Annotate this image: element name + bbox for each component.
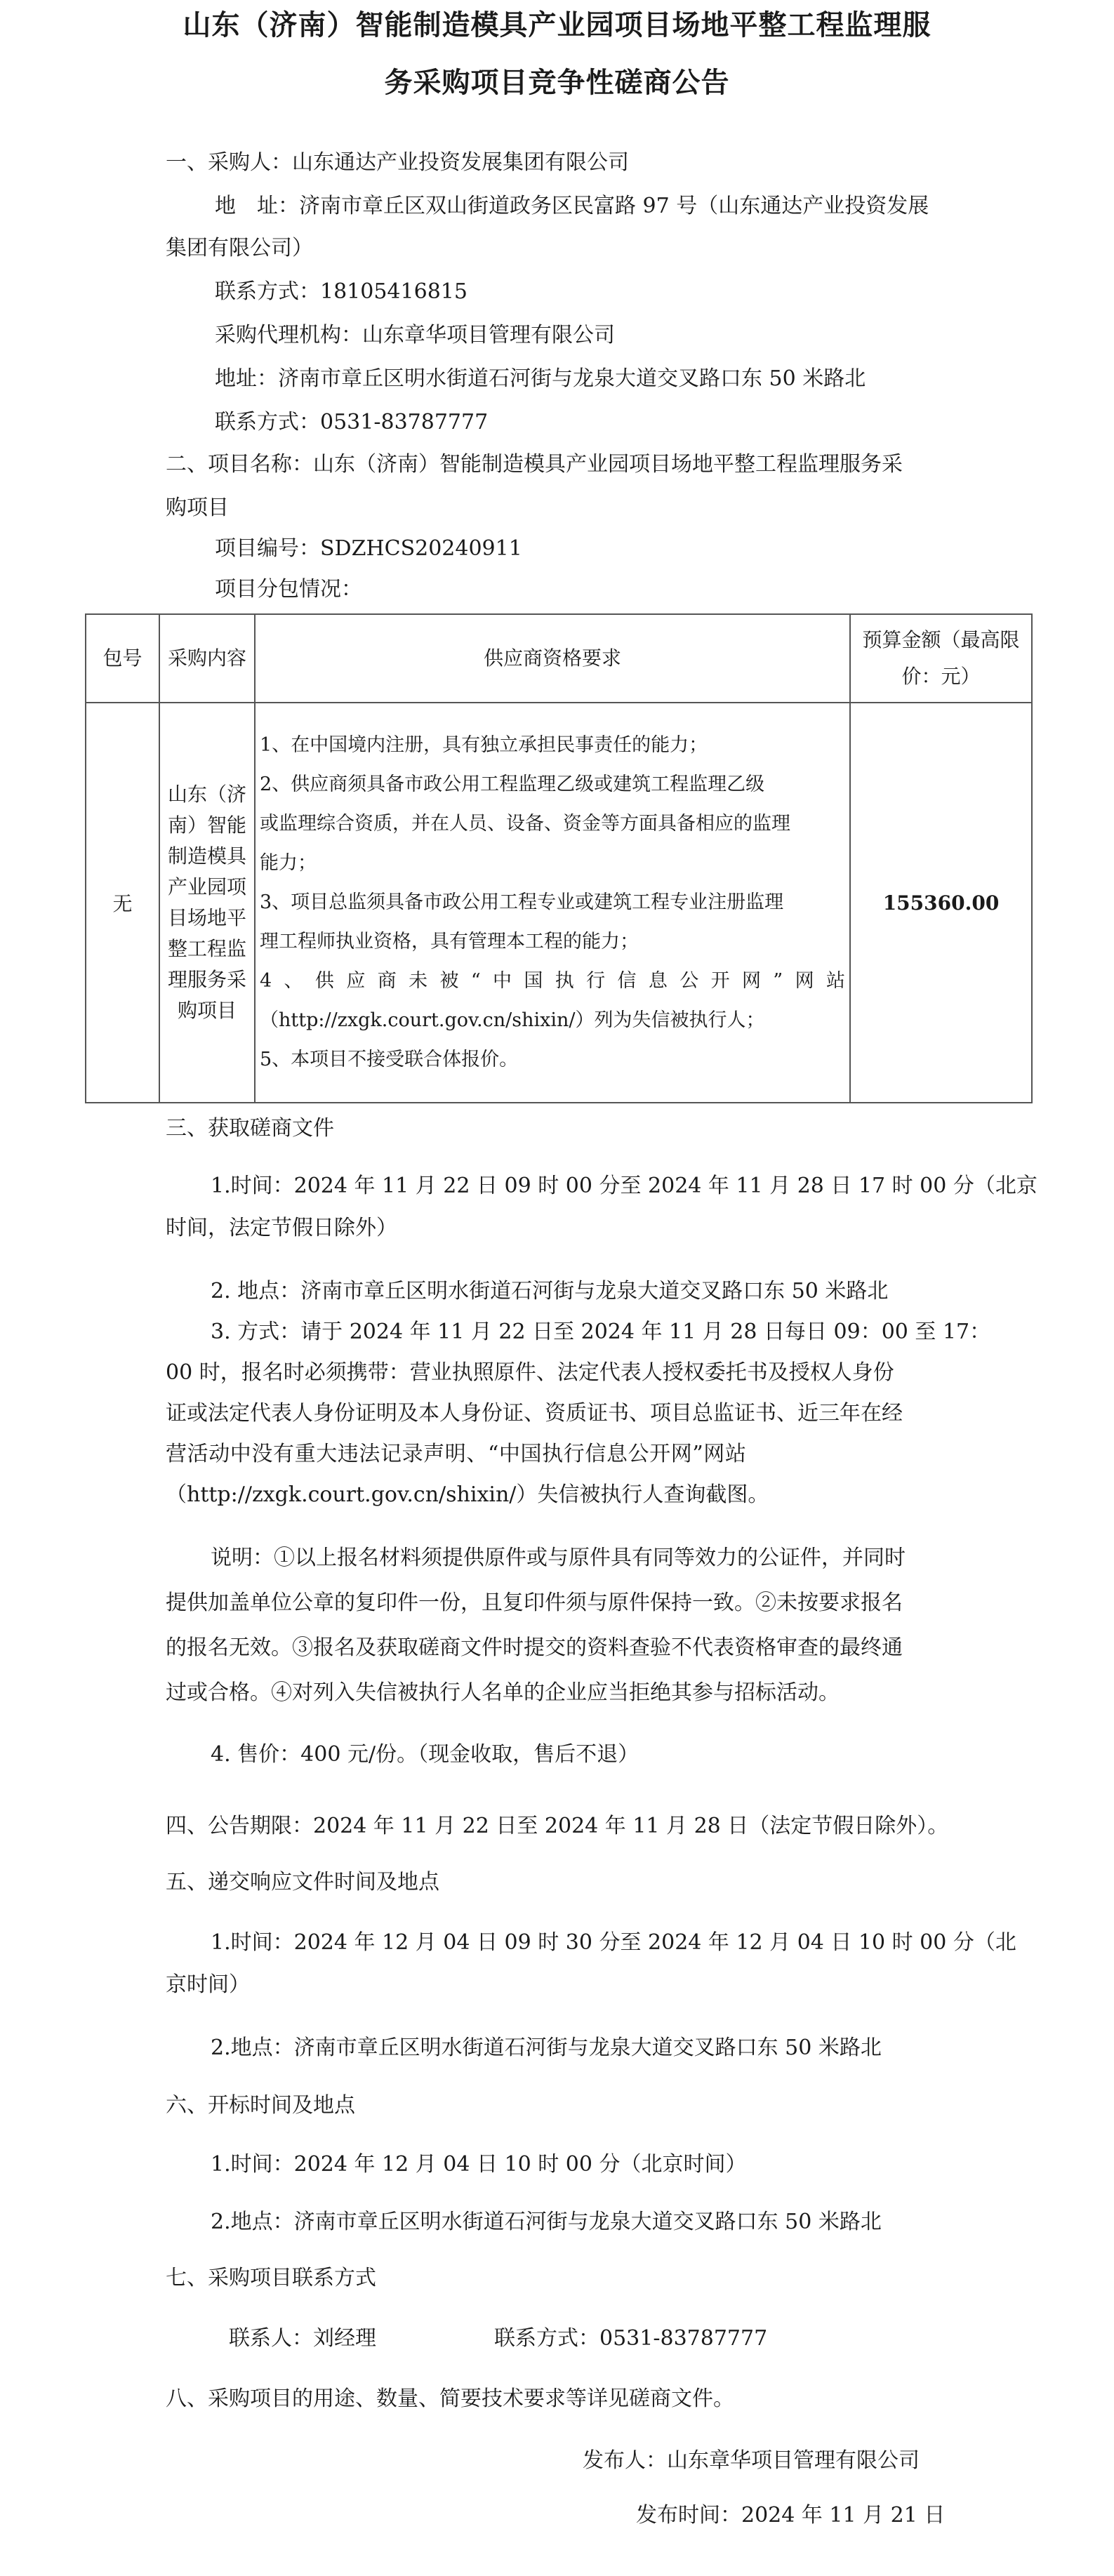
cell-budget: 155360.00 — [850, 703, 1032, 1103]
document-title-line-2: 务采购项目竞争性磋商公告 — [384, 67, 730, 99]
package-table — [85, 613, 1033, 1103]
submit-time-line-1: 1.时间：2024 年 12 月 04 日 09 时 30 分至 2024 年 12 月 04 日 10 时 00 分（北 — [211, 1930, 1016, 1955]
purchaser-contact: 联系方式：18105416815 — [215, 279, 468, 304]
note-line-2: 提供加盖单位公章的复印件一份，且复印件须与原件保持一致。②未按要求报名 — [166, 1591, 903, 1615]
requirement-line: 能力； — [260, 852, 317, 874]
contact-person: 联系人：刘经理 — [229, 2326, 376, 2351]
requirement-line: 理工程师执业资格，具有管理本工程的能力； — [260, 931, 639, 952]
section-7-heading: 七、采购项目联系方式 — [166, 2266, 376, 2290]
note-line-3: 的报名无效。③报名及获取磋商文件时提交的资料查验不代表资格审查的最终通 — [166, 1635, 903, 1660]
announcement-period: 四、公告期限：2024 年 11 月 22 日至 2024 年 11 月 28 日（法定节假日除外）。 — [166, 1814, 949, 1838]
purchaser-line: 一、采购人：山东通达产业投资发展集团有限公司 — [166, 150, 629, 175]
document-title-line-1: 山东（济南）智能制造模具产业园项目场地平整工程监理服 — [183, 9, 931, 41]
opening-place: 2.地点：济南市章丘区明水街道石河街与龙泉大道交叉路口东 50 米路北 — [211, 2210, 882, 2234]
section-5-heading: 五、递交响应文件时间及地点 — [166, 1870, 439, 1894]
section-8-text: 八、采购项目的用途、数量、简要技术要求等详见磋商文件。 — [166, 2386, 734, 2411]
package-info-label: 项目分包情况： — [215, 577, 362, 602]
header-package-no: 包号 — [86, 614, 159, 703]
section-6-heading: 六、开标时间及地点 — [166, 2093, 355, 2118]
purchaser-address-line-1: 地 址：济南市章丘区双山街道政务区民富路 97 号（山东通达产业投资发展 — [215, 194, 929, 218]
table-header-row — [86, 614, 1032, 703]
contact-phone: 联系方式：0531-83787777 — [494, 2326, 768, 2351]
requirement-line: 1、在中国境内注册，具有独立承担民事责任的能力； — [260, 734, 708, 756]
header-requirements: 供应商资格要求 — [255, 614, 850, 703]
doc-method-line-3: 证或法定代表人身份证明及本人身份证、资质证书、项目总监证书、近三年在经 — [166, 1401, 903, 1426]
cell-content: 山东（济南）智能制造模具产业园项目场地平整工程监理服务采购项目 — [159, 703, 255, 1103]
cell-requirements — [255, 703, 850, 1103]
doc-price: 4. 售价：400 元/份。（现金收取，售后不退） — [211, 1742, 639, 1767]
requirement-line: （http://zxgk.court.gov.cn/shixin/）列为失信被执行人； — [260, 1009, 765, 1031]
section-3-heading: 三、获取磋商文件 — [166, 1116, 334, 1141]
table-row — [86, 703, 1032, 1103]
project-number: 项目编号：SDZHCS20240911 — [215, 536, 522, 561]
agency-address: 地址：济南市章丘区明水街道石河街与龙泉大道交叉路口东 50 米路北 — [215, 366, 866, 391]
cell-package-no: 无 — [86, 703, 159, 1103]
doc-place: 2. 地点：济南市章丘区明水街道石河街与龙泉大道交叉路口东 50 米路北 — [211, 1279, 889, 1303]
requirement-line: 3、项目总监须具备市政公用工程专业或建筑工程专业注册监理 — [260, 891, 784, 913]
header-budget: 预算金额（最高限价：元） — [850, 614, 1032, 703]
publish-date: 发布时间：2024 年 11 月 21 日 — [636, 2503, 946, 2528]
project-name-line-1: 二、项目名称：山东（济南）智能制造模具产业园项目场地平整工程监理服务采 — [166, 452, 903, 477]
agency-contact: 联系方式：0531-83787777 — [215, 410, 489, 434]
doc-method-line-2: 00 时，报名时必须携带：营业执照原件、法定代表人授权委托书及授权人身份 — [166, 1360, 894, 1385]
requirement-line: 2、供应商须具备市政公用工程监理乙级或建筑工程监理乙级 — [260, 774, 765, 795]
doc-method-line-4: 营活动中没有重大违法记录声明、“中国执行信息公开网”网站 — [166, 1442, 747, 1466]
purchaser-address-line-2: 集团有限公司） — [166, 236, 313, 260]
requirement-line: 5、本项目不接受联合体报价。 — [260, 1049, 519, 1070]
requirement-line: 4、供应商未被“中国执行信息公开网”网站 — [260, 970, 845, 992]
note-line-1: 说明：①以上报名材料须提供原件或与原件具有同等效力的公证件，并同时 — [211, 1546, 906, 1570]
doc-time-line-2: 时间，法定节假日除外） — [166, 1216, 397, 1240]
requirement-line: 或监理综合资质，并在人员、设备、资金等方面具备相应的监理 — [260, 813, 790, 835]
agency-name: 采购代理机构：山东章华项目管理有限公司 — [215, 323, 615, 347]
publisher: 发布人：山东章华项目管理有限公司 — [583, 2448, 920, 2473]
submit-time-line-2: 京时间） — [166, 1972, 250, 1997]
doc-method-line-1: 3. 方式：请于 2024 年 11 月 22 日至 2024 年 11 月 28 日每日 09：00 至 17： — [211, 1320, 991, 1344]
doc-time-line-1: 1.时间：2024 年 11 月 22 日 09 时 00 分至 2024 年 11 月 28 日 17 时 00 分（北京 — [211, 1174, 1037, 1198]
project-name-line-2: 购项目 — [166, 496, 229, 520]
note-line-4: 过或合格。④对列入失信被执行人名单的企业应当拒绝其参与招标活动。 — [166, 1680, 840, 1705]
header-content: 采购内容 — [159, 614, 255, 703]
opening-time: 1.时间：2024 年 12 月 04 日 10 时 00 分（北京时间） — [211, 2152, 747, 2177]
doc-method-line-5: （http://zxgk.court.gov.cn/shixin/）失信被执行人查询截图。 — [166, 1482, 769, 1507]
submit-place: 2.地点：济南市章丘区明水街道石河街与龙泉大道交叉路口东 50 米路北 — [211, 2036, 882, 2060]
